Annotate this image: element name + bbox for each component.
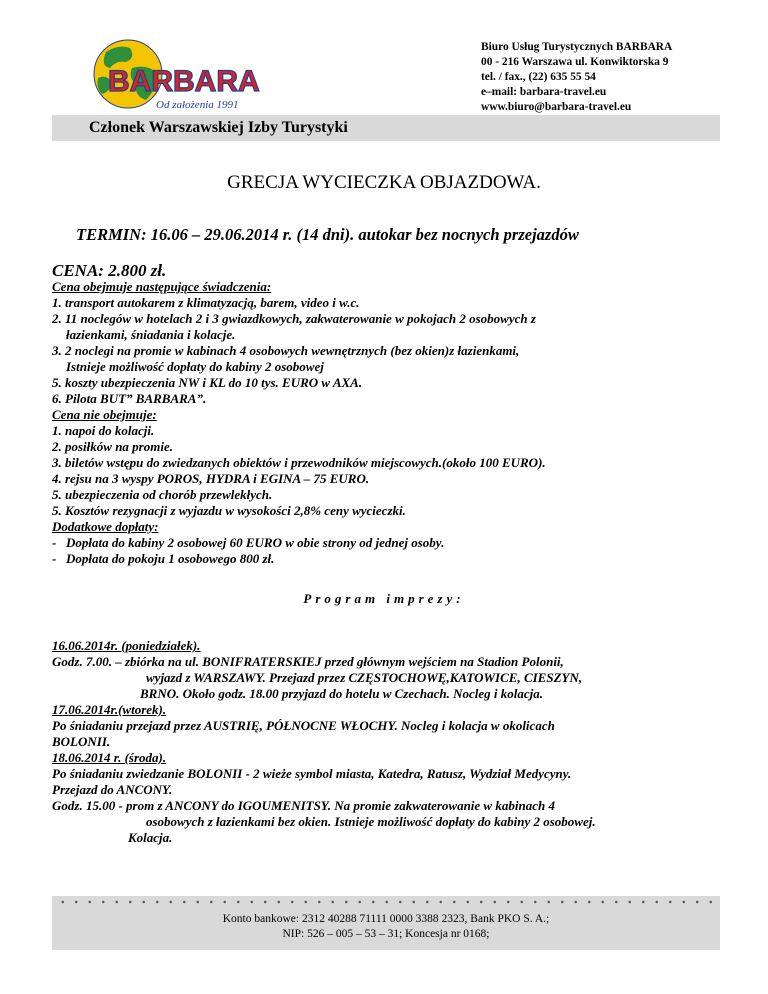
day-text: Przejazd do ANCONY. bbox=[52, 782, 173, 797]
tax-license: NIP: 526 – 005 – 53 – 31; Koncesja nr 0168; bbox=[282, 928, 490, 940]
footer-text bbox=[52, 912, 720, 942]
excluded-item: 1. napoi do kolacji. bbox=[52, 423, 155, 438]
included-item-cont: łazienkami, śniadania i kolacje. bbox=[66, 327, 236, 342]
day-text: Po śniadaniu zwiedzanie BOLONII - 2 wieże symbol miasta, Katedra, Ratusz, Wydział Medycyny. bbox=[52, 766, 572, 781]
trip-dates: TERMIN: 16.06 – 29.06.2014 r. (14 dni). autokar bez nocnych przejazdów bbox=[76, 225, 579, 244]
company-address-block bbox=[481, 40, 672, 115]
included-heading: Cena obejmuje następujące świadczenia: bbox=[52, 279, 272, 294]
membership-bar bbox=[52, 115, 720, 141]
extra-heading: Dodatkowe dopłaty: bbox=[52, 519, 159, 534]
program-details bbox=[52, 638, 742, 846]
bank-account: Konto bankowe: 2312 40288 71111 0000 3388 2323, Bank PKO S. A.; bbox=[222, 913, 550, 925]
dotted-divider bbox=[56, 899, 716, 905]
included-item: 5. koszty ubezpieczenia NW i KL do 10 tys. EURO w AXA. bbox=[52, 375, 363, 390]
day-date: 16.06.2014r. (poniedziałek). bbox=[52, 638, 201, 653]
day-text: Po śniadaniu przejazd przez AUSTRIĘ, PÓŁNOCNE WŁOCHY. Nocleg i kolacja w okolicach bbox=[52, 718, 555, 733]
extra-item: - Dopłata do kabiny 2 osobowej 60 EURO w obie strony od jednej osoby. bbox=[52, 535, 445, 550]
included-item: 1. transport autokarem z klimatyzacją, barem, video i w.c. bbox=[52, 295, 360, 310]
dash-bullet: - bbox=[52, 535, 57, 550]
day-date: 17.06.2014r.(wtorek). bbox=[52, 702, 167, 717]
excluded-item: 5. ubezpieczenia od chorób przewlekłych. bbox=[52, 487, 273, 502]
day-date: 18.06.2014 r. (środa). bbox=[52, 750, 167, 765]
extra-item: - Dopłata do pokoju 1 osobowego 800 zł. bbox=[52, 551, 275, 566]
logo-tagline: Od założenia 1991 bbox=[156, 99, 239, 111]
day-text: Kolacja. bbox=[128, 830, 173, 845]
document-title: GRECJA WYCIECZKA OBJAZDOWA. bbox=[227, 172, 541, 193]
program-heading: Program imprezy: bbox=[303, 591, 465, 606]
logo-wordmark: BARBARA bbox=[108, 65, 260, 98]
included-item: 6. Pilota BUT” BARBARA”. bbox=[52, 391, 207, 406]
trip-price: CENA: 2.800 zł. bbox=[52, 261, 167, 280]
day-text: osobowych z łazienkami bez okien. Istnieje możliwość dopłaty do kabiny 2 osobowej. bbox=[146, 814, 596, 829]
company-phone: tel. / fax., (22) 635 55 54 bbox=[481, 71, 596, 83]
company-email: e–mail: barbara-travel.eu bbox=[481, 86, 607, 98]
excluded-item: 4. rejsu na 3 wyspy POROS, HYDRA i EGINA – 75 EURO. bbox=[52, 471, 370, 486]
excluded-item: 2. posiłków na promie. bbox=[52, 439, 173, 454]
excluded-item: 5. Kosztów rezygnacji z wyjazdu w wysokości 2,8% ceny wycieczki. bbox=[52, 503, 406, 518]
membership-text: Członek Warszawskiej Izby Turystyki bbox=[89, 119, 348, 136]
company-name: Biuro Usług Turystycznych BARBARA bbox=[481, 41, 673, 53]
excluded-item: 3. biletów wstępu do zwiedzanych obiektów i przewodników miejscowych.(około 100 EURO). bbox=[52, 455, 546, 470]
excluded-heading: Cena nie obejmuje: bbox=[52, 407, 157, 422]
day-text: BRNO. Około godz. 18.00 przyjazd do hotelu w Czechach. Nocleg i kolacja. bbox=[140, 686, 544, 701]
footer-bar bbox=[52, 896, 720, 950]
included-item: 2. 11 noclegów w hotelach 2 i 3 gwiazdkowych, zakwaterowanie w pokojach 2 osobowych z bbox=[52, 311, 536, 326]
dash-bullet: - bbox=[52, 551, 57, 566]
company-website: www.biuro@barbara-travel.eu bbox=[481, 101, 632, 113]
offer-details bbox=[52, 279, 732, 567]
day-text: Godz. 7.00. – zbiórka na ul. BONIFRATERSKIEJ przed głównym wejściem na Stadion Polonii, bbox=[52, 654, 564, 669]
day-text: Godz. 15.00 - prom z ANCONY do IGOUMENITSY. Na promie zakwaterowanie w kabinach 4 bbox=[52, 798, 555, 813]
included-item-cont: Istnieje możliwość dopłaty do kabiny 2 osobowej bbox=[66, 359, 324, 374]
included-item: 3. 2 noclegi na promie w kabinach 4 osobowych wewnętrznych (bez okien)z łazienkami, bbox=[52, 343, 520, 358]
company-address: 00 - 216 Warszawa ul. Konwiktorska 9 bbox=[481, 56, 669, 68]
company-logo bbox=[86, 38, 286, 114]
day-text: wyjazd z WARSZAWY. Przejazd przez CZĘSTOCHOWĘ,KATOWICE, CIESZYN, bbox=[146, 670, 583, 685]
day-text: BOLONII. bbox=[52, 734, 111, 749]
